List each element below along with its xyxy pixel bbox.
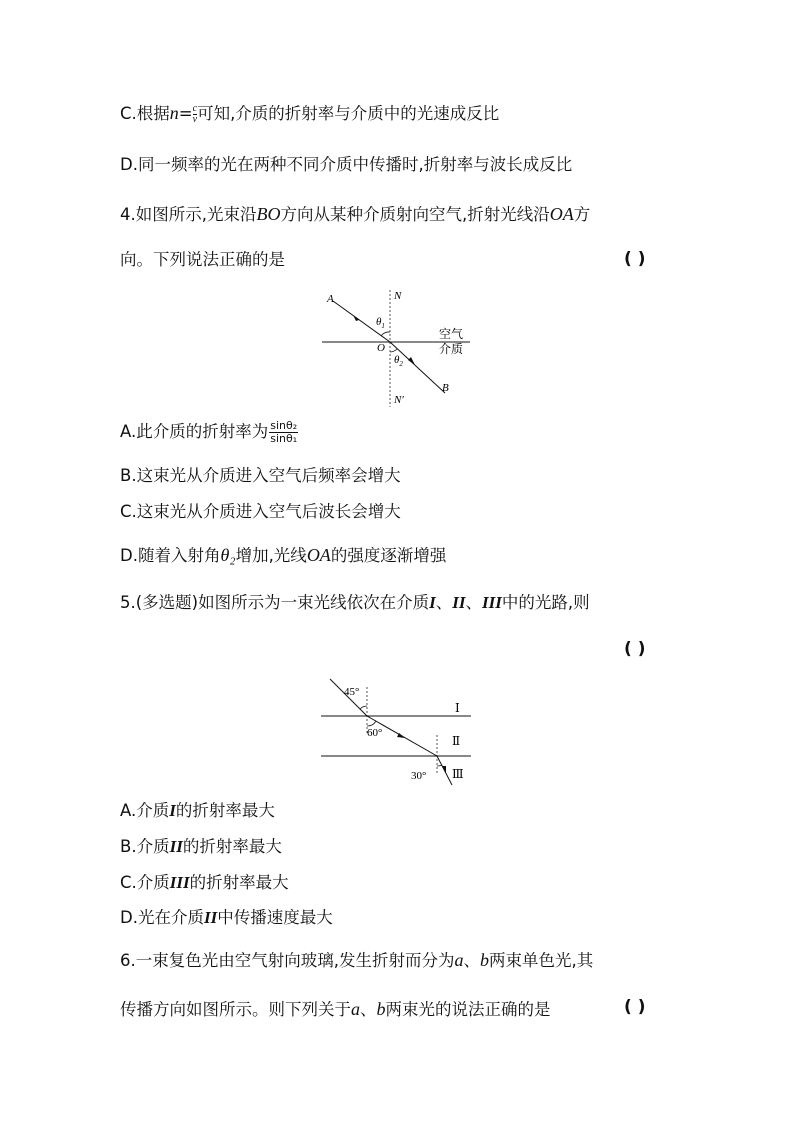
air-label: 空气 bbox=[439, 327, 464, 341]
q4-option-b: B.这束光从介质进入空气后频率会增大 bbox=[120, 466, 401, 485]
medium-label: 介质 bbox=[439, 342, 464, 356]
theta1-label: $\theta_1$ bbox=[376, 316, 385, 330]
q5-stem: 5.(多选题)如图所示为一束光线依次在介质I、II、III中的光路,则 bbox=[120, 593, 590, 612]
medium-2-label: Ⅱ bbox=[452, 734, 461, 748]
angle-45-label: 45° bbox=[344, 686, 360, 698]
q4-stem-line2: 向。下列说法正确的是 bbox=[120, 250, 285, 269]
q5-option-d: D.光在介质II中传播速度最大 bbox=[120, 908, 333, 927]
medium-3-label: Ⅲ bbox=[452, 767, 464, 781]
q4-stem-line1: 4.如图所示,光束沿BO方向从某种介质射向空气,折射光线沿OA方 bbox=[120, 204, 591, 224]
q3-option-d: D.同一频率的光在两种不同介质中传播时,折射率与波长成反比 bbox=[120, 155, 573, 174]
q4-answer-parentheses: ( ) bbox=[624, 249, 646, 269]
medium-1-label: Ⅰ bbox=[455, 701, 460, 715]
q4-option-d: D.随着入射角θ₂增加,光线OA的强度逐渐增强 bbox=[120, 545, 447, 565]
q4-option-a: A.此介质的折射率为 $\frac{\text{sinθ₂}}{\text{sinθ₁}}$ bbox=[120, 419, 298, 445]
q3-option-c: C.根据n= $\frac{c}{v}$可知,介质的折射率与介质中的光速成反比 bbox=[120, 103, 500, 125]
q5-option-b: B.介质II的折射率最大 bbox=[120, 837, 282, 856]
point-nprime-label: N′ bbox=[394, 394, 404, 406]
q5-option-a: A.介质I的折射率最大 bbox=[120, 801, 275, 820]
q4-refraction-figure bbox=[315, 285, 485, 410]
theta2-label: $\theta_2$ bbox=[394, 354, 403, 368]
point-a-label: A bbox=[327, 293, 334, 305]
point-o-label: O bbox=[377, 342, 385, 354]
q6-answer-parentheses: ( ) bbox=[624, 997, 646, 1017]
q5-option-c: C.介质III的折射率最大 bbox=[120, 873, 289, 892]
q6-stem-line1: 6.一束复色光由空气射向玻璃,发生折射而分为a、b两束单色光,其 bbox=[120, 950, 594, 970]
angle-30-label: 30° bbox=[411, 770, 427, 782]
q5-answer-parentheses: ( ) bbox=[624, 639, 646, 659]
q6-stem-line2: 传播方向如图所示。则下列关于a、b两束光的说法正确的是 bbox=[120, 999, 551, 1019]
q4-option-c: C.这束光从介质进入空气后波长会增大 bbox=[120, 502, 401, 521]
point-b-label: B bbox=[442, 382, 449, 394]
q5-three-media-figure bbox=[315, 675, 480, 790]
point-n-label: N bbox=[394, 290, 402, 302]
fraction-c-over-v: $\frac{c}{v}$ bbox=[192, 103, 198, 125]
angle-60-label: 60° bbox=[367, 727, 383, 739]
fraction-sin-theta: $\frac{\text{sinθ₂}}{\text{sinθ₁}}$ bbox=[270, 419, 298, 445]
